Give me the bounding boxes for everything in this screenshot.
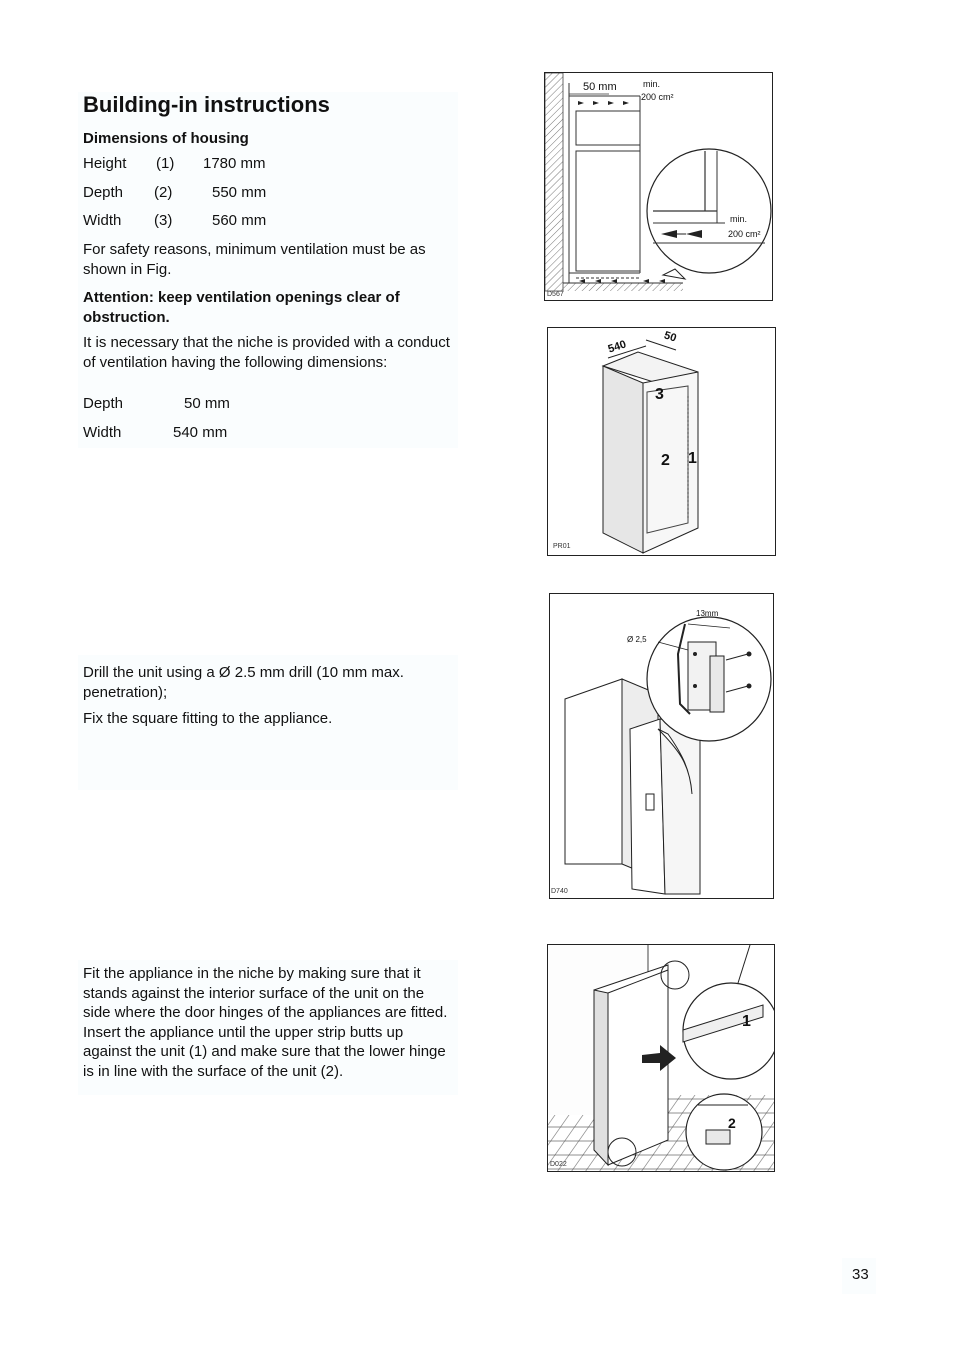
row-value: 560 mm: [212, 212, 267, 229]
figure-code: PR01: [553, 543, 571, 550]
fitting-drawing: [548, 945, 774, 1171]
figure-code: D022: [550, 1161, 567, 1168]
ventilation-figure: [544, 72, 773, 301]
row-name: Depth: [83, 184, 124, 201]
row-name: Width: [83, 212, 122, 229]
row-ref: (1): [156, 155, 175, 172]
spacing-label: 13mm: [696, 609, 719, 618]
dimensions-figure: [547, 327, 776, 556]
fit-text: Fit the appliance in the niche by making sure that it stands against the interior surface of the unit on the side where the door hinges of the appliances are fitted. Insert the appliance until the upper strip butts up against the unit (1) and make sure that the lower hinge is in line with the surface of the unit (2).: [83, 965, 448, 1080]
row-ref: (2): [154, 184, 173, 201]
area-label-detail: 200 cm²: [728, 229, 761, 239]
housing-drawing: [548, 328, 775, 555]
row-name: Depth: [83, 395, 124, 412]
niche-text: It is necessary that the niche is provided with a conduct of ventilation having the following dimensions:: [83, 334, 450, 371]
depth-dimension-label: 50: [662, 329, 678, 345]
min-label-top: min.: [643, 79, 661, 89]
ventilation-drawing: [545, 73, 772, 300]
drill-drawing: [550, 594, 773, 898]
row-ref: (3): [154, 212, 173, 229]
row-value: 540 mm: [173, 424, 228, 441]
row-value: 1780 mm: [203, 155, 266, 172]
attention-text: Attention: keep ventilation openings clear of obstruction.: [83, 289, 400, 326]
safety-text: For safety reasons, minimum ventilation must be as shown in Fig.: [83, 241, 426, 278]
min-label-detail: min.: [730, 214, 748, 224]
callout-2: 2: [728, 1115, 736, 1131]
width-dimension-label: 540: [606, 338, 628, 356]
page-number: 33: [852, 1266, 869, 1283]
row-name: Height: [83, 155, 127, 172]
drill-size-label: Ø 2,5: [627, 635, 647, 644]
callout-3: 3: [655, 386, 664, 403]
figure-code: D740: [551, 888, 568, 895]
fitting-figure: [547, 944, 775, 1172]
row-value: 50 mm: [184, 395, 230, 412]
row-value: 550 mm: [212, 184, 267, 201]
gap-label: 50 mm: [583, 81, 617, 93]
drill-text: Drill the unit using a Ø 2.5 mm drill (10 mm max. penetration);: [83, 664, 404, 701]
callout-1: 1: [742, 1013, 751, 1030]
callout-2: 2: [661, 452, 670, 469]
row-name: Width: [83, 424, 122, 441]
figure-code: D567: [547, 291, 564, 298]
page-title: Building-in instructions: [83, 92, 330, 117]
drill-figure: [549, 593, 774, 899]
callout-1: 1: [688, 450, 697, 467]
area-label-top: 200 cm²: [641, 92, 674, 102]
fix-text: Fix the square fitting to the appliance.: [83, 710, 333, 727]
housing-heading: Dimensions of housing: [83, 130, 249, 147]
